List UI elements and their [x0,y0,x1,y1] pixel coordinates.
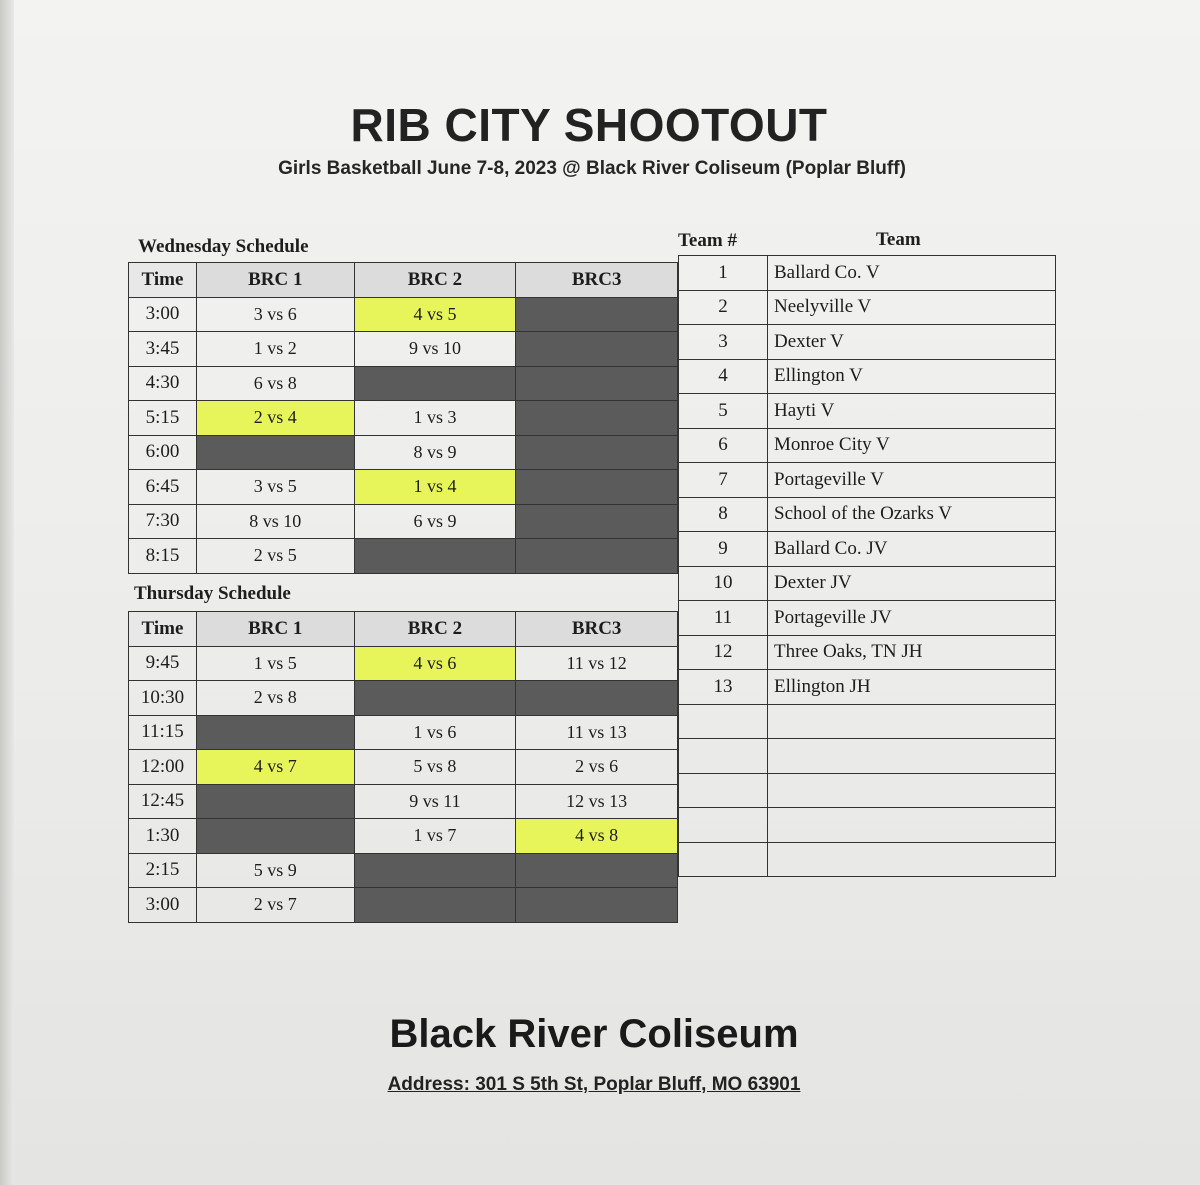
team-row [679,532,1056,567]
shaded-cell [354,681,516,716]
game-cell: 11 vs 13 [516,715,678,750]
team-number-cell: 6 [679,428,768,463]
game-cell: 8 vs 9 [354,435,516,470]
shaded-cell [516,470,678,505]
team-number-cell: 12 [679,635,768,670]
shaded-cell [516,504,678,539]
game-cell-highlighted: 4 vs 7 [196,750,354,785]
team-row [679,497,1056,532]
team-row [679,325,1056,360]
time-cell: 2:15 [129,853,197,888]
table-row [129,853,678,888]
game-cell: 1 vs 7 [354,819,516,854]
game-cell: 1 vs 2 [196,332,354,367]
time-cell: 1:30 [129,819,197,854]
team-name-cell: Neelyville V [768,290,1056,325]
team-name-cell: Dexter V [768,325,1056,360]
table-header-row [129,612,678,647]
team-row [679,463,1056,498]
shaded-cell [516,539,678,574]
team-number-cell: 2 [679,290,768,325]
team-number-cell: 13 [679,670,768,705]
table-row [129,366,678,401]
shaded-cell [516,332,678,367]
time-cell: 6:45 [129,470,197,505]
table-row [129,750,678,785]
team-name-cell: Ellington V [768,359,1056,394]
team-row [679,670,1056,705]
game-cell: 12 vs 13 [516,784,678,819]
time-cell: 7:30 [129,504,197,539]
team-number-cell [679,808,768,843]
header-brc3: BRC3 [516,612,678,647]
team-name-cell [768,808,1056,843]
table-row [129,539,678,574]
game-cell-highlighted: 2 vs 4 [196,401,354,436]
time-cell: 12:00 [129,750,197,785]
game-cell: 3 vs 5 [196,470,354,505]
team-name-cell: Portageville V [768,463,1056,498]
time-cell: 8:15 [129,539,197,574]
team-row [679,601,1056,636]
thursday-schedule-table [128,611,678,923]
game-cell: 2 vs 7 [196,888,354,923]
wednesday-schedule-table [128,262,678,574]
time-cell: 11:15 [129,715,197,750]
time-cell: 3:00 [129,888,197,923]
team-name-cell: Dexter JV [768,566,1056,601]
table-row [129,646,678,681]
time-cell: 3:00 [129,297,197,332]
header-brc3: BRC3 [516,263,678,298]
time-cell: 10:30 [129,681,197,716]
shaded-cell [354,888,516,923]
time-cell: 3:45 [129,332,197,367]
header-time: Time [129,263,197,298]
shaded-cell [196,819,354,854]
team-number-cell [679,704,768,739]
page-subtitle: Girls Basketball June 7-8, 2023 @ Black River Coliseum (Poplar Bluff) [278,158,906,179]
venue-address: Address: 301 S 5th St, Poplar Bluff, MO 63901 [387,1074,801,1095]
team-number-cell: 4 [679,359,768,394]
game-cell: 2 vs 5 [196,539,354,574]
team-name-cell [768,842,1056,877]
page-title: RIB CITY SHOOTOUT [350,99,828,151]
header-brc1: BRC 1 [196,263,354,298]
team-number-cell: 7 [679,463,768,498]
table-row [129,681,678,716]
shaded-cell [516,297,678,332]
game-cell: 5 vs 9 [196,853,354,888]
header-brc1: BRC 1 [196,612,354,647]
team-name-cell [768,704,1056,739]
team-row [679,290,1056,325]
shaded-cell [196,715,354,750]
team-row [679,256,1056,291]
game-cell: 5 vs 8 [354,750,516,785]
team-name-cell [768,773,1056,808]
game-cell: 8 vs 10 [196,504,354,539]
game-cell: 2 vs 6 [516,750,678,785]
time-cell: 4:30 [129,366,197,401]
team-number-cell: 1 [679,256,768,291]
game-cell-highlighted: 1 vs 4 [354,470,516,505]
team-row [679,566,1056,601]
table-row [129,401,678,436]
game-cell-highlighted: 4 vs 8 [516,819,678,854]
header-brc2: BRC 2 [354,263,516,298]
shaded-cell [516,853,678,888]
game-cell: 2 vs 8 [196,681,354,716]
time-cell: 5:15 [129,401,197,436]
table-row [129,819,678,854]
team-name-cell: School of the Ozarks V [768,497,1056,532]
table-header-row [129,263,678,298]
team-number-cell: 5 [679,394,768,429]
team-number-cell: 10 [679,566,768,601]
shaded-cell [516,681,678,716]
game-cell: 11 vs 12 [516,646,678,681]
game-cell: 9 vs 11 [354,784,516,819]
team-row [679,739,1056,774]
time-cell: 12:45 [129,784,197,819]
team-name-header: Team [876,229,921,250]
team-number-cell [679,739,768,774]
team-number-cell: 9 [679,532,768,567]
teams-table [678,255,1056,877]
team-number-cell: 11 [679,601,768,636]
team-number-cell: 8 [679,497,768,532]
game-cell: 9 vs 10 [354,332,516,367]
team-name-cell: Three Oaks, TN JH [768,635,1056,670]
time-cell: 6:00 [129,435,197,470]
team-row [679,359,1056,394]
game-cell-highlighted: 4 vs 5 [354,297,516,332]
header-time: Time [129,612,197,647]
team-number-cell [679,842,768,877]
game-cell: 6 vs 8 [196,366,354,401]
game-cell: 6 vs 9 [354,504,516,539]
team-name-cell: Ballard Co. V [768,256,1056,291]
table-row [129,470,678,505]
team-row [679,773,1056,808]
team-row [679,808,1056,843]
venue-title: Black River Coliseum [389,1012,799,1056]
game-cell-highlighted: 4 vs 6 [354,646,516,681]
game-cell: 3 vs 6 [196,297,354,332]
table-row [129,888,678,923]
table-row [129,435,678,470]
team-row [679,428,1056,463]
team-number-cell: 3 [679,325,768,360]
thursday-label: Thursday Schedule [134,583,291,604]
shaded-cell [516,366,678,401]
team-row [679,842,1056,877]
time-cell: 9:45 [129,646,197,681]
team-number-cell [679,773,768,808]
table-row [129,297,678,332]
shaded-cell [516,888,678,923]
team-name-cell: Portageville JV [768,601,1056,636]
header-brc2: BRC 2 [354,612,516,647]
game-cell: 1 vs 6 [354,715,516,750]
shaded-cell [354,539,516,574]
table-row [129,504,678,539]
team-row [679,635,1056,670]
table-row [129,332,678,367]
shaded-cell [516,435,678,470]
team-number-header: Team # [678,230,737,251]
team-name-cell: Ellington JH [768,670,1056,705]
shaded-cell [354,366,516,401]
shaded-cell [196,784,354,819]
table-row [129,715,678,750]
game-cell: 1 vs 5 [196,646,354,681]
team-name-cell: Monroe City V [768,428,1056,463]
shaded-cell [516,401,678,436]
shaded-cell [196,435,354,470]
team-name-cell: Ballard Co. JV [768,532,1056,567]
game-cell: 1 vs 3 [354,401,516,436]
shaded-cell [354,853,516,888]
team-name-cell [768,739,1056,774]
table-row [129,784,678,819]
team-name-cell: Hayti V [768,394,1056,429]
team-row [679,704,1056,739]
team-row [679,394,1056,429]
wednesday-label: Wednesday Schedule [138,236,309,257]
